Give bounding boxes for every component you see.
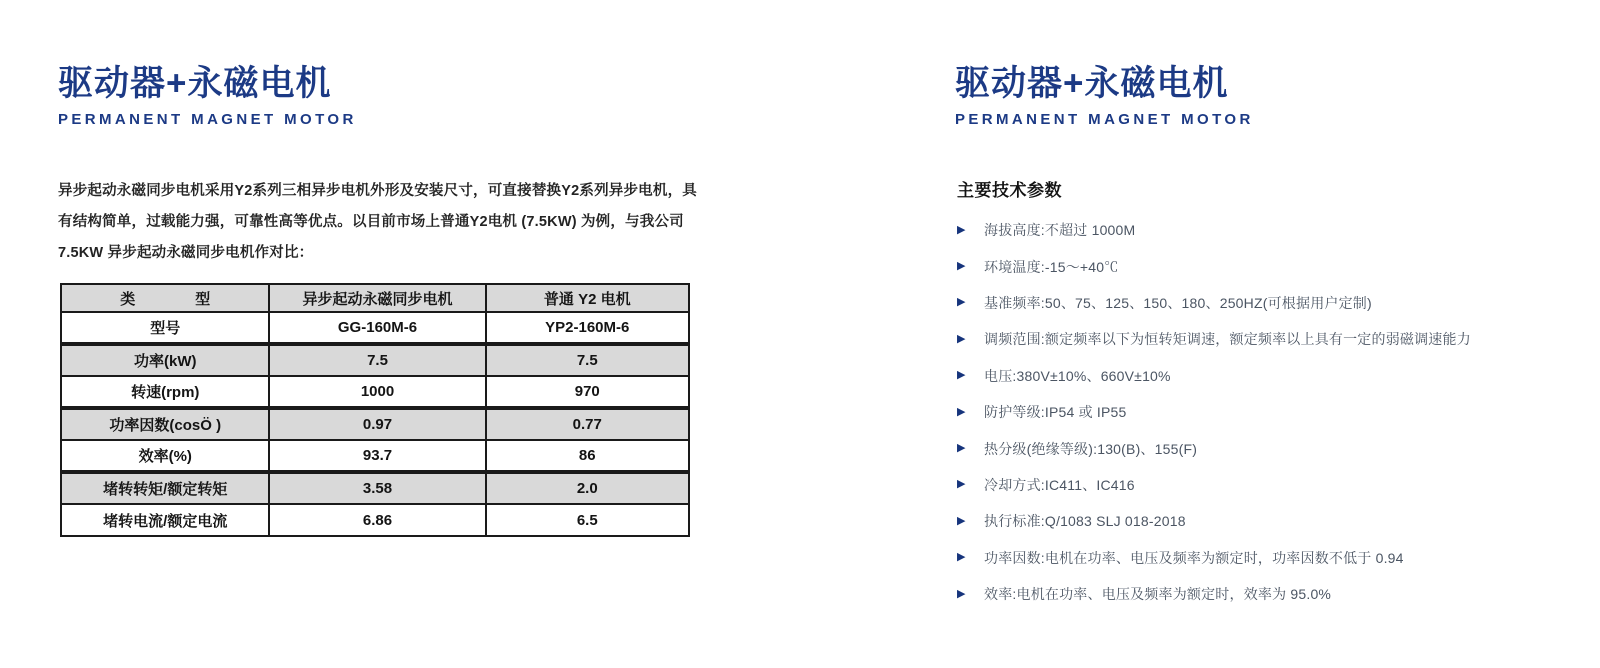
table-header-row xyxy=(61,284,689,312)
table-row xyxy=(61,312,689,344)
table-cell: 功率因数(cosÖ ) xyxy=(61,408,269,440)
list-item xyxy=(957,467,1471,503)
table-cell: 0.97 xyxy=(269,408,485,440)
table-cell: 功率(kW) xyxy=(61,344,269,376)
table-row xyxy=(61,344,689,376)
spec-text: 环境温度:-15～+40℃ xyxy=(984,258,1119,275)
spec-text: 基准频率:50、75、125、150、180、250HZ(可根据用户定制) xyxy=(984,294,1372,311)
table-cell: 效率(%) xyxy=(61,440,269,472)
list-item xyxy=(957,212,1471,248)
page-subtitle: PERMANENT MAGNET MOTOR xyxy=(955,111,1254,128)
spec-text: 热分级(绝缘等级):130(B)、155(F) xyxy=(984,440,1198,457)
list-item xyxy=(957,394,1471,430)
intro-paragraph xyxy=(58,176,697,269)
table-row xyxy=(61,376,689,408)
spec-text: 海拔高度:不超过 1000M xyxy=(984,222,1136,239)
table-cell: GG-160M-6 xyxy=(269,312,485,344)
table-cell: 86 xyxy=(486,440,689,472)
table-cell: 7.5 xyxy=(486,344,689,376)
list-item xyxy=(957,285,1471,321)
list-item xyxy=(957,321,1471,357)
paragraph-line: 异步起动永磁同步电机采用Y2系列三相异步电机外形及安装尺寸，可直接替换Y2系列异步电机，具 xyxy=(58,183,697,199)
spec-text: 调频范围:额定频率以下为恒转矩调速，额定频率以上具有一定的弱磁调速能力 xyxy=(984,331,1471,348)
table-cell: 堵转转矩/额定转矩 xyxy=(61,472,269,504)
bullet-arrow-icon: ▶ xyxy=(957,442,966,455)
table-cell: 6.5 xyxy=(486,504,689,536)
bullet-arrow-icon: ▶ xyxy=(957,332,966,345)
page-title: 驱动器+永磁电机 xyxy=(955,64,1229,103)
spec-text: 功率因数:电机在功率、电压及频率为额定时，功率因数不低于 0.94 xyxy=(984,549,1404,566)
table-row xyxy=(61,408,689,440)
paragraph-line: 7.5KW 异步起动永磁同步电机作对比： xyxy=(58,245,314,261)
bullet-arrow-icon: ▶ xyxy=(957,260,966,273)
bullet-arrow-icon: ▶ xyxy=(957,478,966,491)
spec-text: 冷却方式:IC411、IC416 xyxy=(984,476,1135,493)
bullet-arrow-icon: ▶ xyxy=(957,223,966,236)
list-item xyxy=(957,358,1471,394)
technical-specs-list xyxy=(957,212,1471,612)
spec-text: 效率:电机在功率、电压及频率为额定时，效率为 95.0% xyxy=(984,586,1332,603)
table-cell: 93.7 xyxy=(269,440,485,472)
comparison-table xyxy=(60,283,690,537)
table-cell: 970 xyxy=(486,376,689,408)
page-subtitle: PERMANENT MAGNET MOTOR xyxy=(58,111,357,128)
table-row xyxy=(61,472,689,504)
table-cell: 0.77 xyxy=(486,408,689,440)
bullet-arrow-icon: ▶ xyxy=(957,587,966,600)
bullet-arrow-icon: ▶ xyxy=(957,369,966,382)
bullet-arrow-icon: ▶ xyxy=(957,405,966,418)
paragraph-line: 有结构简单，过载能力强，可靠性高等优点。以目前市场上普通Y2电机 (7.5KW) 为例，与我公司 xyxy=(58,214,684,230)
table-cell: 堵转电流/额定电流 xyxy=(61,504,269,536)
page-title: 驱动器+永磁电机 xyxy=(58,64,332,103)
list-item xyxy=(957,430,1471,466)
list-item xyxy=(957,503,1471,539)
table-header-cell: 普通 Y2 电机 xyxy=(486,284,689,312)
table-header-cell: 异步起动永磁同步电机 xyxy=(269,284,485,312)
table-cell: 1000 xyxy=(269,376,485,408)
table-cell: 转速(rpm) xyxy=(61,376,269,408)
table-row xyxy=(61,440,689,472)
spec-text: 执行标准:Q/1083 SLJ 018-2018 xyxy=(984,513,1186,530)
bullet-arrow-icon: ▶ xyxy=(957,551,966,564)
table-cell: 6.86 xyxy=(269,504,485,536)
table-cell: 3.58 xyxy=(269,472,485,504)
table-cell: 2.0 xyxy=(486,472,689,504)
table-header-cell: 类 型 xyxy=(61,284,269,312)
table-row xyxy=(61,504,689,536)
list-item xyxy=(957,248,1471,284)
spec-text: 防护等级:IP54 或 IP55 xyxy=(984,404,1127,421)
bullet-arrow-icon: ▶ xyxy=(957,296,966,309)
list-item xyxy=(957,576,1471,612)
table-cell: YP2-160M-6 xyxy=(486,312,689,344)
table-cell: 7.5 xyxy=(269,344,485,376)
specs-section-heading: 主要技术参数 xyxy=(957,181,1062,200)
spec-text: 电压:380V±10%、660V±10% xyxy=(984,367,1171,384)
right-title-block xyxy=(955,64,1254,128)
bullet-arrow-icon: ▶ xyxy=(957,514,966,527)
list-item xyxy=(957,540,1471,576)
table-cell: 型号 xyxy=(61,312,269,344)
left-title-block xyxy=(58,64,357,128)
